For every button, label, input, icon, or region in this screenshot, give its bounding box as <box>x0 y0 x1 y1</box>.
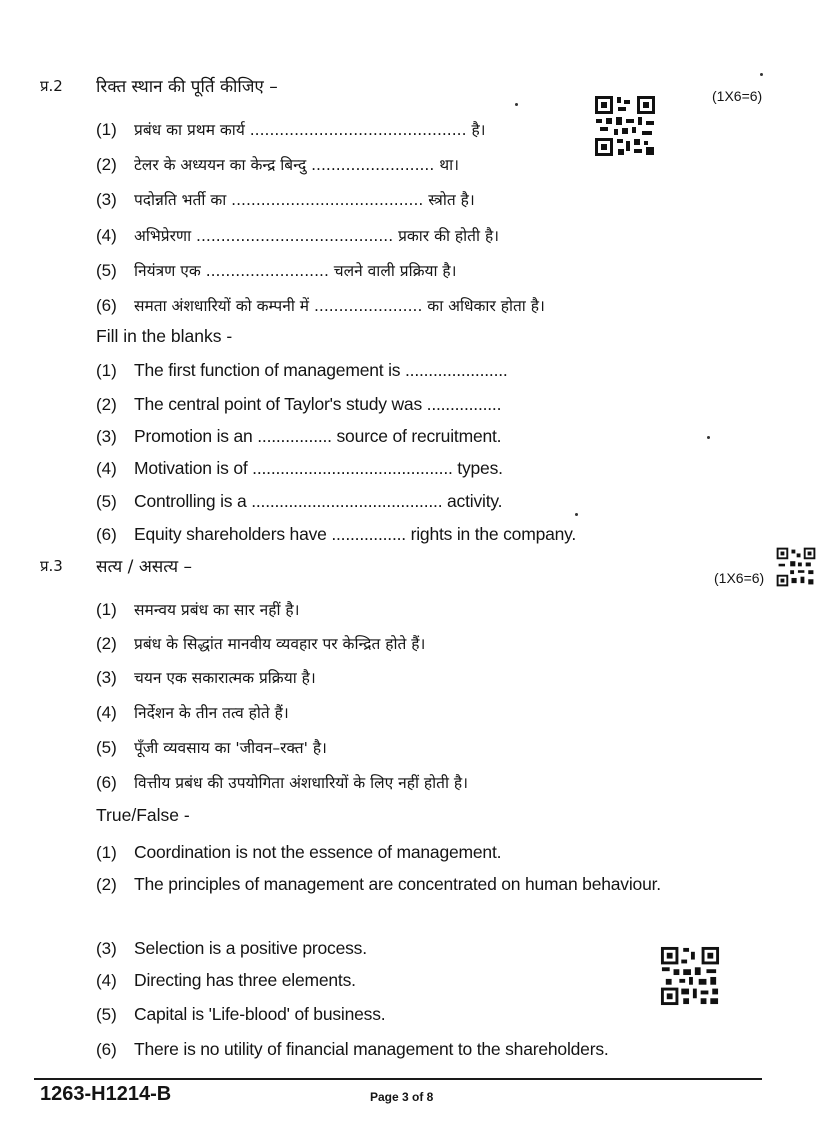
list-item <box>96 153 459 175</box>
item-number: (2) <box>96 155 117 174</box>
q2-title-hindi: रिक्त स्थान की पूर्ति कीजिए – <box>96 77 278 97</box>
item-text: Coordination is not the essence of management. <box>134 842 502 862</box>
list-item <box>96 524 576 545</box>
item-number: (6) <box>96 296 117 315</box>
list-item <box>96 938 367 959</box>
item-text: Selection is a positive process. <box>134 938 367 958</box>
q2-title-english: Fill in the blanks - <box>96 326 233 346</box>
list-item <box>96 1004 385 1025</box>
item-text: There is no utility of financial management to the shareholders. <box>134 1039 609 1059</box>
item-number: (4) <box>96 459 117 478</box>
list-item <box>96 598 300 620</box>
item-text: The first function of management is ...................... <box>134 360 508 380</box>
item-text: पदोन्नति भर्ती का ....................................... स्त्रोत है। <box>134 191 475 209</box>
item-number: (1) <box>96 361 117 380</box>
item-number: (3) <box>96 668 117 687</box>
item-text: Capital is 'Life-blood' of business. <box>134 1004 386 1024</box>
item-text: वित्तीय प्रबंध की उपयोगिता अंशधारियों के लिए नहीं होती है। <box>134 774 469 792</box>
item-number: (5) <box>96 492 117 511</box>
item-text: पूँजी व्यवसाय का 'जीवन–रक्त' है। <box>134 739 327 757</box>
item-number: (3) <box>96 939 117 958</box>
q2-marks: (1X6=6) <box>712 88 763 104</box>
list-item <box>96 771 468 793</box>
item-number: (5) <box>96 738 117 757</box>
item-text: चयन एक सकारात्मक प्रक्रिया है। <box>134 669 316 687</box>
item-text: समन्वय प्रबंध का सार नहीं है। <box>134 601 300 619</box>
item-number: (4) <box>96 971 117 990</box>
page-number: Page 3 of 8 <box>370 1090 434 1104</box>
item-number: (2) <box>96 634 117 653</box>
item-number: (1) <box>96 843 117 862</box>
item-number: (2) <box>96 875 117 894</box>
q3-title-hindi: सत्य / असत्य – <box>96 557 192 577</box>
item-text: Controlling is a ......................................... activity. <box>134 491 503 511</box>
list-item <box>96 259 457 281</box>
paper-code: 1263-H1214-B <box>40 1083 172 1105</box>
list-item <box>96 701 289 723</box>
list-item <box>96 1039 609 1060</box>
q3-title-english: True/False - <box>96 805 190 825</box>
qr-code-icon <box>594 95 656 157</box>
list-item <box>96 118 486 140</box>
list-item <box>96 874 694 898</box>
item-number: (1) <box>96 120 117 139</box>
item-text: समता अंशधारियों को कम्पनी में ...................... का अधिकार होता है। <box>134 297 545 315</box>
list-item <box>96 188 475 210</box>
item-text: The principles of management are concentrated on human behaviour. <box>134 874 661 894</box>
scan-speck <box>707 436 710 439</box>
item-number: (2) <box>96 395 117 414</box>
list-item <box>96 224 499 246</box>
item-text: निर्देशन के तीन तत्व होते हैं। <box>134 704 289 722</box>
item-number: (6) <box>96 773 117 792</box>
list-item <box>96 970 356 991</box>
scan-speck <box>575 513 578 516</box>
item-text: नियंत्रण एक ......................... चलने वाली प्रक्रिया है। <box>134 262 457 280</box>
list-item <box>96 394 501 415</box>
list-item <box>96 458 503 479</box>
item-text: प्रबंध का प्रथम कार्य ............................................ है। <box>134 121 486 139</box>
item-text: The central point of Taylor's study was ................ <box>134 394 502 414</box>
item-number: (1) <box>96 600 117 619</box>
q2-number: प्र.2 <box>40 77 63 95</box>
qr-code-icon <box>660 946 720 1006</box>
list-item <box>96 294 545 316</box>
list-item <box>96 736 327 758</box>
item-text: Motivation is of ........................................... types. <box>134 458 503 478</box>
q3-number: प्र.3 <box>40 557 63 575</box>
scan-speck <box>760 73 763 76</box>
item-number: (6) <box>96 1040 117 1059</box>
item-number: (6) <box>96 525 117 544</box>
list-item <box>96 666 316 688</box>
scan-speck <box>515 103 518 106</box>
item-number: (4) <box>96 703 117 722</box>
list-item <box>96 491 502 512</box>
item-text: Promotion is an ................ source of recruitment. <box>134 426 502 446</box>
item-number: (4) <box>96 226 117 245</box>
item-text: अभिप्रेरणा ........................................ प्रकार की होती है। <box>134 227 500 245</box>
list-item <box>96 426 501 447</box>
item-text: प्रबंध के सिद्धांत मानवीय व्यवहार पर केन्द्रित होते हैं। <box>134 635 426 653</box>
list-item <box>96 842 501 863</box>
item-text: टेलर के अध्ययन का केन्द्र बिन्दु ......................... था। <box>134 156 460 174</box>
item-number: (3) <box>96 190 117 209</box>
item-number: (5) <box>96 1005 117 1024</box>
item-number: (5) <box>96 261 117 280</box>
list-item <box>96 632 425 654</box>
item-text: Equity shareholders have ................ rights in the company. <box>134 524 577 544</box>
qr-code-icon <box>776 547 816 587</box>
q3-marks: (1X6=6) <box>714 570 765 586</box>
list-item <box>96 360 508 381</box>
item-number: (3) <box>96 427 117 446</box>
footer-divider <box>34 1078 762 1080</box>
item-text: Directing has three elements. <box>134 970 356 990</box>
